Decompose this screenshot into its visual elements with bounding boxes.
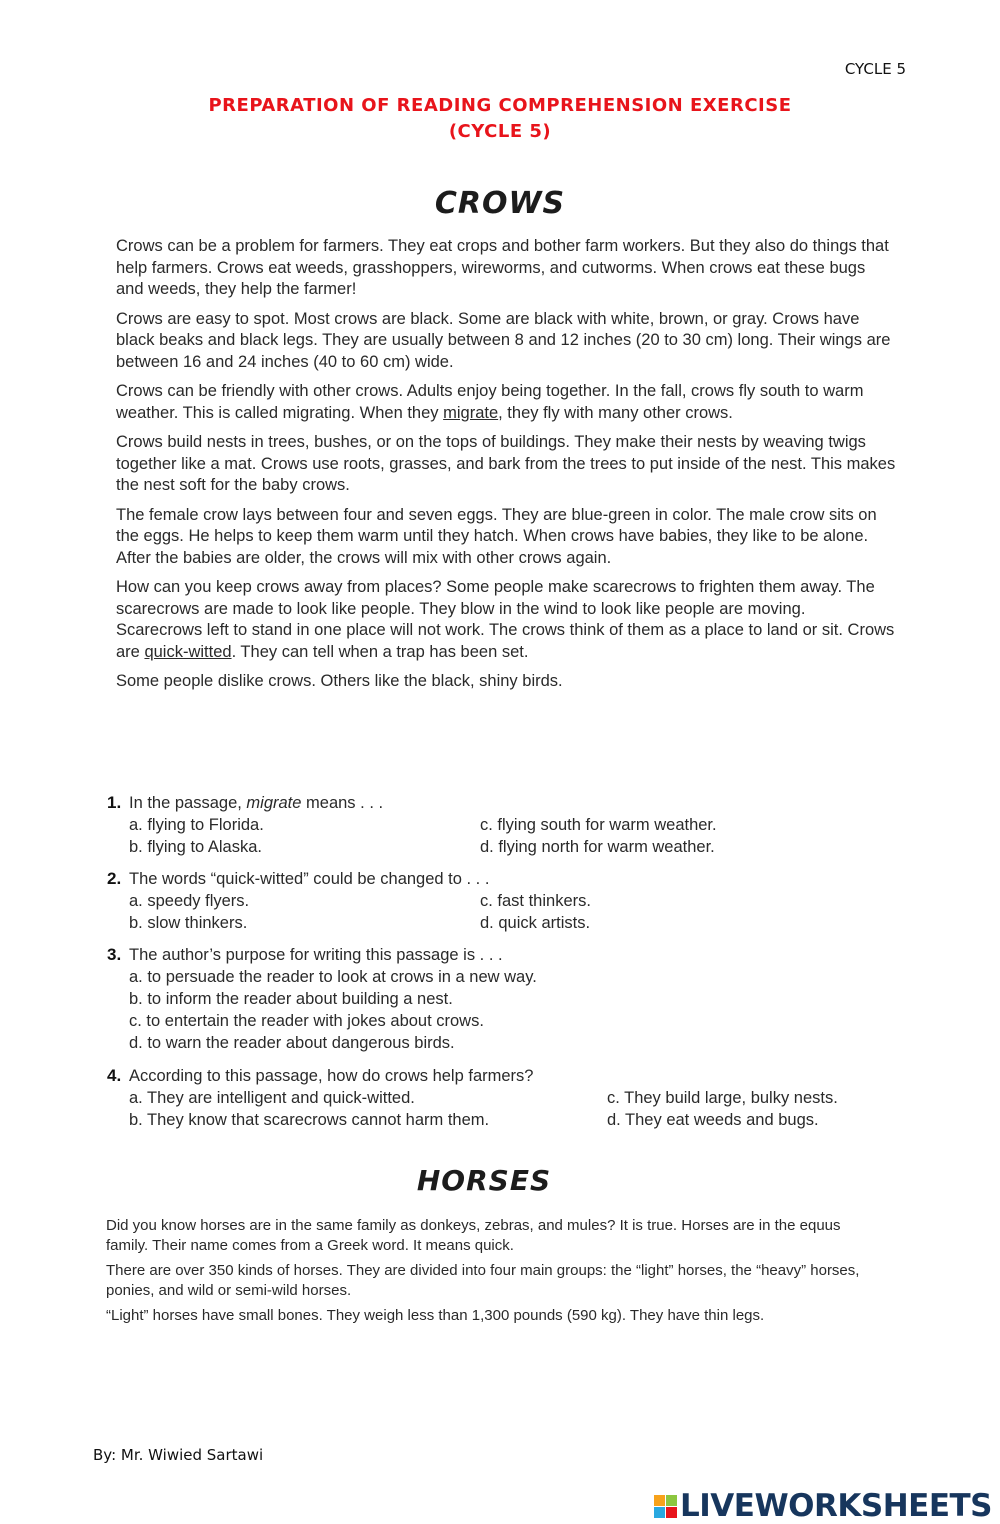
horses-paragraph-2: There are over 350 kinds of horses. They are divided into four main groups: the “light” horses, the “heavy” horses, ponies, and wild or semi-wild horses. [106,1262,860,1299]
horses-paragraph-3: “Light” horses have small bones. They weigh less than 1,300 pounds (590 kg). They have thin legs. [106,1307,765,1324]
migrate-word: migrate [443,403,499,422]
worksheet-title-line1: PREPARATION OF READING COMPREHENSION EXERCISE [208,95,792,116]
crows-paragraph-3 [116,381,896,424]
q1-stem-italic: migrate [246,794,302,812]
cycle-tag: CYCLE 5 [844,60,906,78]
q3-option-a[interactable]: a. to persuade the reader to look at crows in a new way. [129,968,537,986]
q4-option-a[interactable]: a. They are intelligent and quick-witted. [129,1089,415,1107]
crows-paragraph-5: The female crow lays between four and seven eggs. They are blue-green in color. The male crow sits on the eggs. He helps to keep them warm until they hatch. When crows have babies, they like to be alone. After the babies are older, the crows will mix with other crows again. [116,505,877,567]
question-2-stem [107,868,899,890]
question-4-stem [107,1065,899,1087]
horses-passage [106,1216,866,1331]
crows-paragraph-2: Crows are easy to spot. Most crows are black. Some are black with white, brown, or gray. Crows have black beaks and black legs. They are usually between 8 and 12 inches (20 to 30 cm) long. Their wings are between 16 and 24 inches (40 to 60 cm) wide. [116,309,891,371]
q1-option-a[interactable]: a. flying to Florida. [129,816,264,834]
logo-square-3 [654,1507,665,1518]
q4-option-d[interactable]: d. They eat weeds and bugs. [607,1111,819,1129]
p3-text: Crows can be friendly with other crows. Adults enjoy being together. In the fall, crows fly south to warm weather. This is called migrating. When they [116,382,864,422]
logo-text: LIVEWORKSHEETS [680,1488,992,1524]
q2-option-d[interactable]: d. quick artists. [480,914,591,932]
question-4-options [129,1087,899,1131]
worksheet-title [0,93,1000,145]
p6-text-end: . They can tell when a trap has been set. [231,642,529,661]
crows-paragraph-1: Crows can be a problem for farmers. They eat crops and bother farm workers. But they also do things that help farmers. Crows eat weeds, grasshoppers, wireworms, and cutworms. When crows eat these bugs and weeds, they help the farmer! [116,237,889,298]
crows-paragraph-4: Crows build nests in trees, bushes, or on the tops of buildings. They make their nests by weaving twigs together like a mat. Crows use roots, grasses, and bark from the trees to put inside of the nest. This makes the nest soft for the baby crows. [116,433,896,494]
q4-option-b[interactable]: b. They know that scarecrows cannot harm them. [129,1111,490,1129]
crows-paragraph-6 [116,577,896,663]
q1-option-d[interactable]: d. flying north for warm weather. [480,838,715,856]
q2-option-c[interactable]: c. fast thinkers. [480,892,591,910]
question-2 [107,868,899,934]
question-2-number: 2. [107,869,122,888]
question-3-number: 3. [107,945,122,964]
q3-option-d[interactable]: d. to warn the reader about dangerous birds. [129,1034,455,1052]
question-3-stem [107,944,899,966]
q1-stem-text: In the passage, [129,794,247,812]
question-3 [107,944,899,1054]
crows-title: CROWS [434,186,566,221]
q2-option-b[interactable]: b. slow thinkers. [129,914,248,932]
question-3-options [129,966,899,1054]
question-4 [107,1065,899,1131]
logo-grid-icon [654,1495,677,1518]
logo-square-4 [666,1507,677,1518]
question-1-number: 1. [107,793,122,812]
crows-paragraph-7: Some people dislike crows. Others like the black, shiny birds. [116,672,563,690]
p6-text: How can you keep crows away from places? Some people make scarecrows to frighten them away. The scarecrows are made to look like people. They blow in the wind to look like people are moving. Scarecrows left to stand in one place will not work. The crows think of them as a place to land or sit. Crows are [116,578,895,661]
q1-option-b[interactable]: b. flying to Alaska. [129,838,262,856]
q4-stem-text: According to this passage, how do crows help farmers? [129,1067,534,1085]
horses-paragraph-1: Did you know horses are in the same family as donkeys, zebras, and mules? It is true. Horses are in the equus family. Their name comes from a Greek word. It means quick. [106,1217,841,1254]
question-1-options [129,814,899,858]
question-2-options [129,890,899,934]
q2-option-a[interactable]: a. speedy flyers. [129,892,250,910]
q3-stem-text: The author’s purpose for writing this passage is . . . [129,946,503,964]
horses-title: HORSES [416,1164,552,1197]
q2-stem-text: The words “quick-witted” could be changed to . . . [129,870,490,888]
question-1-stem [107,792,899,814]
q1-stem-end: means . . . [301,794,384,812]
q1-option-c[interactable]: c. flying south for warm weather. [480,816,717,834]
author-credit: By: Mr. Wiwied Sartawi [93,1446,264,1464]
worksheet-title-line2: (CYCLE 5) [448,121,552,142]
crows-passage [116,236,896,701]
quick-witted-word: quick-witted [144,642,232,661]
logo-square-1 [654,1495,665,1506]
question-4-number: 4. [107,1066,122,1085]
question-1 [107,792,899,858]
p3-text-end: , they fly with many other crows. [498,403,733,422]
logo-square-2 [666,1495,677,1506]
liveworksheets-logo[interactable] [654,1488,992,1524]
q3-option-b[interactable]: b. to inform the reader about building a nest. [129,990,453,1008]
q4-option-c[interactable]: c. They build large, bulky nests. [607,1089,838,1107]
q3-option-c[interactable]: c. to entertain the reader with jokes about crows. [129,1012,484,1030]
